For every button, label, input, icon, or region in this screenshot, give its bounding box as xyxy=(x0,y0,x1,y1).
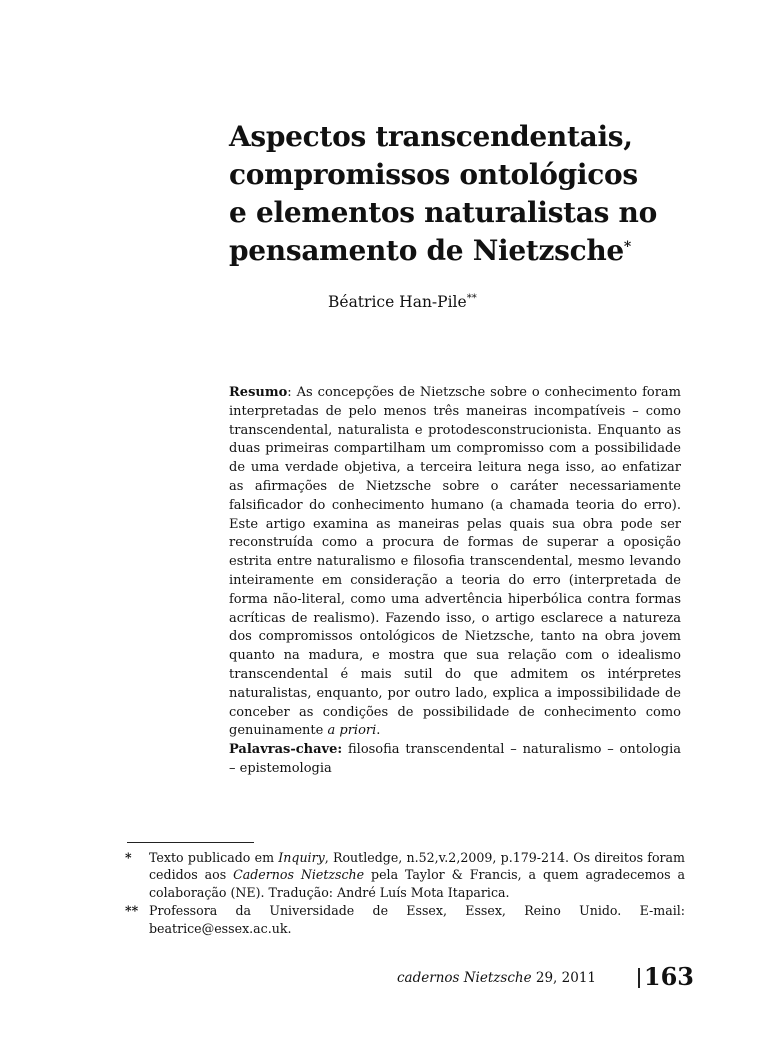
running-footer xyxy=(397,962,694,992)
journal-name: cadernos Nietzsche xyxy=(397,970,532,986)
footnote-1-text-c: pela Taylor & Francis, a quem agradecemos a colaboração (NE). Tradução: André Luís Mota Itaparica. xyxy=(149,867,685,900)
title-line-3: e elementos naturalistas no xyxy=(229,196,657,229)
title-line-2: compromissos ontológicos xyxy=(229,158,638,191)
abstract-label-sep: : xyxy=(287,385,297,400)
footnote-separator xyxy=(127,842,254,843)
journal-info xyxy=(397,970,596,986)
abstract-italic-term: a priori xyxy=(327,723,377,739)
footnote-2-text: Professora da Universidade de Essex, Essex, Reino Unido. E-mail: beatrice@essex.ac.uk. xyxy=(149,903,685,936)
abstract-text: As concepções de Nietzsche sobre o conhecimento foram interpretadas de pelo menos três maneiras incompatíveis – como transcendental, naturalista e protodesconstrucionista. Enquanto as duas primeiras compartilham um compromisso com a possibilidade de uma verdade objetiva, a terceira leitura nega isso, ao enfatizar as afirmações de Nietzsche sobre o caráter necessariamente falsificador do conhecimento humano (a chamada teoria do erro). Este artigo examina as maneiras pelas quais sua obra pode ser reconstruída como a procura de formas de superar a oposição estrita entre naturalismo e filosofia transcendental, mesmo levando inteiramente em consideração a teoria do erro (interpretada de forma não-literal, como uma advertência hiperbólica contra formas acríticas de realismo). Fazendo isso, o artigo esclarece a natureza dos compromissos ontológicos de Nietzsche, tanto na obra jovem quanto na madura, e mostra que sua relação com o idealismo transcendental é mais sutil do que admitem os intérpretes naturalistas, enquanto, por outro lado, explica a impossibilidade de conceber as condições de possibilidade de conhecimento como genuinamente xyxy=(229,385,681,739)
abstract-end: . xyxy=(376,723,381,739)
footnote-2-mark: ** xyxy=(125,903,139,919)
footnotes xyxy=(125,849,685,937)
footnote-1-italic-journal: Cadernos Nietzsche xyxy=(233,867,365,883)
footnote-1-italic-inquiry: Inquiry xyxy=(278,850,325,865)
footnote-2 xyxy=(125,902,685,937)
author-name xyxy=(328,292,477,312)
keywords-label: Palavras-chave: xyxy=(229,742,343,758)
abstract-paragraph xyxy=(229,384,681,741)
keywords-text: filosofia transcendental – naturalismo – ontologia – epistemologia xyxy=(229,742,681,776)
footnote-1-text-a: Texto publicado em xyxy=(149,850,279,865)
title-line-4: pensamento de Nietzsche xyxy=(229,234,624,267)
article-title xyxy=(229,118,699,270)
title-footnote-mark[interactable]: * xyxy=(623,239,631,255)
keywords-paragraph xyxy=(229,741,681,779)
page-number: 163 xyxy=(643,962,694,991)
title-line-1: Aspectos transcendentais, xyxy=(229,120,633,153)
abstract-label: Resumo xyxy=(229,385,288,400)
footnote-1-text-b: , Routledge, n.52,v.2,2009, p.179-214. Os direitos foram cedidos aos xyxy=(149,850,685,883)
footer-divider xyxy=(638,968,640,988)
footnote-1-mark: * xyxy=(125,850,132,865)
journal-issue: 29, 2011 xyxy=(535,970,596,986)
footnote-1 xyxy=(125,849,685,901)
abstract-block xyxy=(229,384,681,779)
author-text: Béatrice Han-Pile xyxy=(328,293,467,311)
author-footnote-mark[interactable]: ** xyxy=(466,293,477,304)
